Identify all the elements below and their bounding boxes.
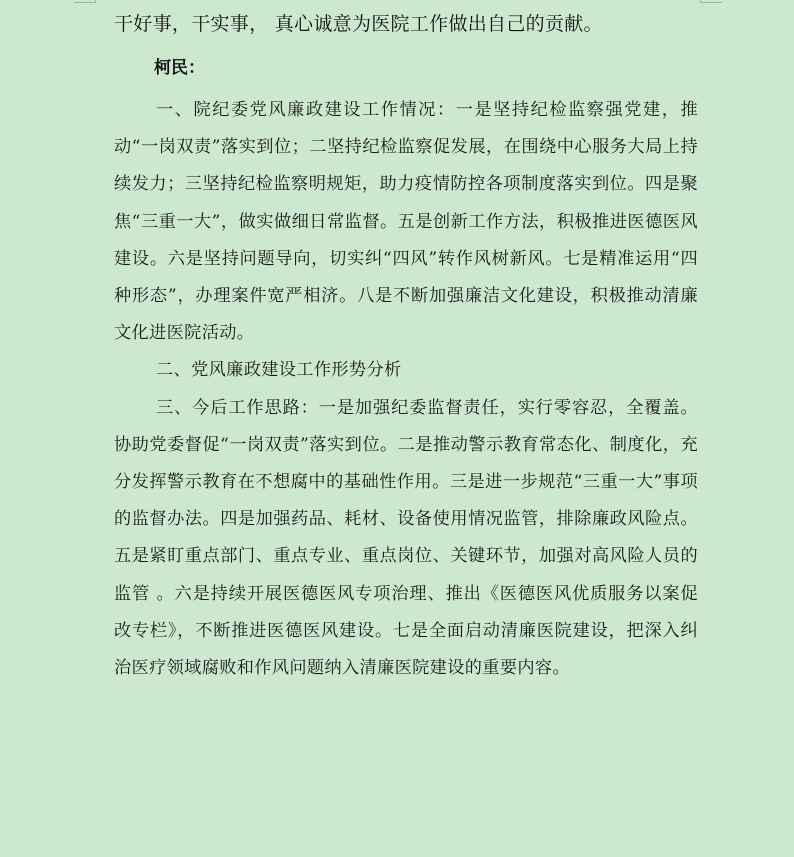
paragraph-work-status: 一、院纪委党风廉政建设工作情况：一是坚持纪检监察强党建，推动“一岗双责”落实到位；二坚持纪检监察促发展，在围绕中心服务大局上持续发力；三坚持纪检监察明规矩，助力疫情防控各项制度落实到位。四是聚焦“三重一大”，做实做细日常监督。五是创新工作方法，积极推进医德医风建设。六是坚持问题导向，切实纠“四风”转作风树新风。七是精准运用“四种形态”，办理案件宽严相济。八是不断加强廉洁文化建设，积极推动清廉文化进医院活动。 (114, 100, 698, 344)
headline-text: 干好事，干实事， 真心诚意为医院工作做出自己的贡献。 (114, 13, 603, 35)
document-body (114, 6, 698, 687)
speaker-name: 柯民： (154, 58, 205, 78)
page-corner-mark-left (74, 0, 96, 3)
paragraph-situation-analysis: 二、党风廉政建设工作形势分析 (156, 360, 402, 381)
page-corner-mark-right (700, 0, 722, 3)
paragraph-future-plans: 三、今后工作思路：一是加强纪委监督责任，实行零容忍，全覆盖。协助党委督促“一岗双责”落实到位。二是推动警示教育常态化、制度化，充分发挥警示教育在不想腐中的基础性作用。三是进一步规范“三重一大”事项的监督办法。四是加强药品、耗材、设备使用情况监管，排除廉政风险点。五是紧盯重点部门、重点专业、重点岗位、关键环节，加强对高风险人员的监管 。六是持续开展医德医风专项治理、推出《医德医风优质服务以案促改专栏》，不断推进医德医风建设。七是全面启动清廉医院建设，把深入纠治医疗领域腐败和作风问题纳入清廉医院建设的重要内容。 (114, 397, 698, 679)
